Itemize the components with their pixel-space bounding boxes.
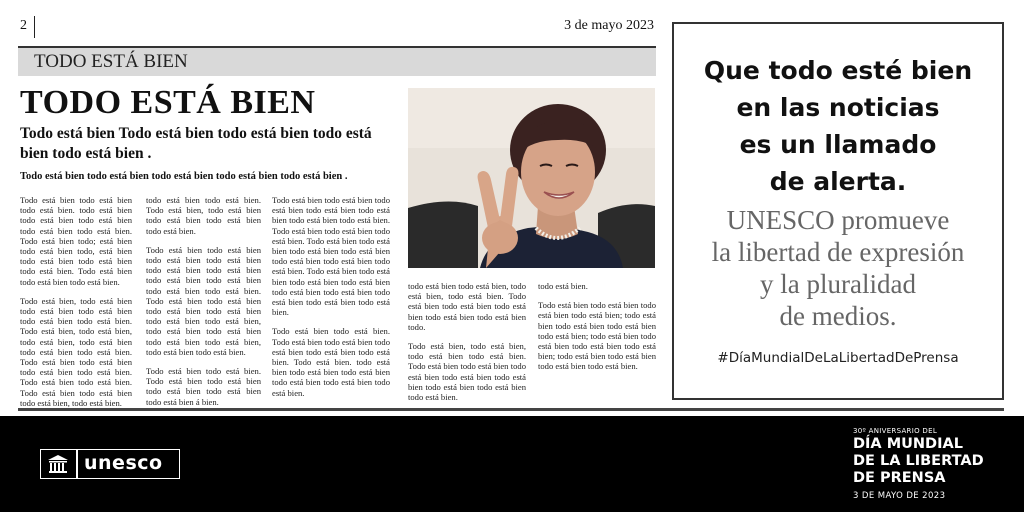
unesco-wordmark: unesco (84, 452, 163, 474)
subheadline: Todo está bien Todo está bien todo está bien todo está bien todo está bien . (20, 125, 372, 162)
anniversary-label: 30º ANIVERSARIO DEL (853, 427, 938, 435)
page-bottom-rule (18, 408, 1004, 411)
column-paragraph: Todo está bien todo está bien todo está bien. todo está bien todo está bien todo está bien todo está bien todo está bien. Todo está bien todo; está bien todo está bien todo, está bien todo está bien todo está bien todo está bien. Todo está bien todo está bien todo está bien. (20, 195, 132, 287)
panel-sub-line: de medios. (779, 301, 897, 331)
panel-main-line: de alerta. (769, 167, 907, 196)
page-number-divider (34, 16, 35, 38)
anniversary-title-line: DE PRENSA (853, 470, 946, 486)
column-paragraph: todo está bien todo está bien, todo está bien, todo está bien. Todo está bien todo está bien todo está bien todo está bien todo está bien todo. (408, 281, 526, 332)
issue-date: 3 de mayo 2023 (564, 18, 654, 33)
panel-main-message (674, 52, 1002, 200)
column-paragraph: Todo está bien todo está bien todo está bien todo está bien; todo está bien todo está bien todo está bien todo está bien; todo está bien todo está bien todo está bien todo está bien; todo está bien todo está bien todo está bien todo está bien. (538, 300, 656, 372)
column-paragraph: Todo está bien todo está bien todo está bien todo está bien todo está bien todo está bien todo está bien. Todo está bien todo está bien todo está bien. Todo está bien todo está bien todo está bien todo está bien todo está bien todo está bien todo está bien. Todo está bien todo está bien todo está bien todo está bien todo está bien todo está bien todo está bien todo está bien todo está bien. (272, 195, 390, 318)
column-paragraph: Todo está bien todo está bien. Todo está bien todo está bien todo está bien todo está bien todo está bien. Todo está bien. todo está bien todo está bien todo está bien todo está bien todo está bien todo está bien. (272, 326, 390, 398)
panel-main-line: en las noticias (736, 93, 940, 122)
column-paragraph: Todo está bien, todo está bien todo está bien todo está bien todo está bien todo está bien. Todo está bien, todo está bien, todo está bien, todo está bien todo está bien todo está bien. Todo está bien todo está bien todo está bien todo está bien. Todo está bien todo está bien. Todo está bien todo está bien todo está bien, todo está bien. (20, 295, 132, 408)
panel-main-line: Que todo esté bien (703, 56, 973, 85)
hashtag: #DíaMundialDeLaLibertadDePrensa (717, 350, 959, 366)
anniversary-title-line: DÍA MUNDIAL (853, 436, 963, 452)
article-column-5 (538, 281, 656, 381)
anniversary-title (853, 436, 984, 487)
column-paragraph: Todo está bien todo está bien todo está bien todo está bien todo está bien todo está bien todo está bien todo está bien todo está bien todo está bien. Todo está bien todo está bien todo está bien todo está bien todo está bien todo está bien, todo está bien todo está bien todo está bien todo está bien, todo está bien todo está bien. (146, 244, 261, 357)
temple-icon (40, 449, 76, 479)
column-paragraph: todo está bien todo está bien. Todo está bien, todo está bien todo está bien todo está bien todo está bien. (146, 195, 261, 236)
column-paragraph: todo está bien. (538, 281, 588, 291)
page-number: 2 (20, 18, 27, 33)
article-column-4 (408, 281, 526, 411)
anniversary-title-line: DE LA LIBERTAD (853, 453, 984, 469)
panel-sub-line: y la pluralidad (760, 269, 916, 299)
logo-divider (76, 449, 78, 479)
column-paragraph: Todo está bien todo está bien. Todo está bien todo está bien todo está bien todo está bien todo está bien á bien. (146, 366, 261, 407)
panel-sub-line: la libertad de expresión (711, 237, 965, 267)
panel-sub-message (674, 204, 1002, 332)
deck-line: Todo está bien todo está bien todo está bien todo está bien todo está bien . (20, 171, 348, 182)
section-label: TODO ESTÁ BIEN (34, 51, 188, 72)
article-photo (408, 88, 655, 268)
panel-main-line: es un llamado (739, 130, 937, 159)
article-column-3 (272, 195, 390, 407)
article-column-2 (146, 195, 261, 416)
column-paragraph: Todo está bien, todo está bien, todo está bien todo está bien. Todo está bien todo está bien todo está bien todo está bien todo está bien todo está bien todo está bien todo está bien. (408, 341, 526, 403)
panel-sub-line: UNESCO promueve (726, 205, 950, 235)
anniversary-date: 3 DE MAYO DE 2023 (853, 491, 946, 501)
headline: TODO ESTÁ BIEN (20, 84, 316, 121)
article-column-1 (20, 195, 132, 417)
